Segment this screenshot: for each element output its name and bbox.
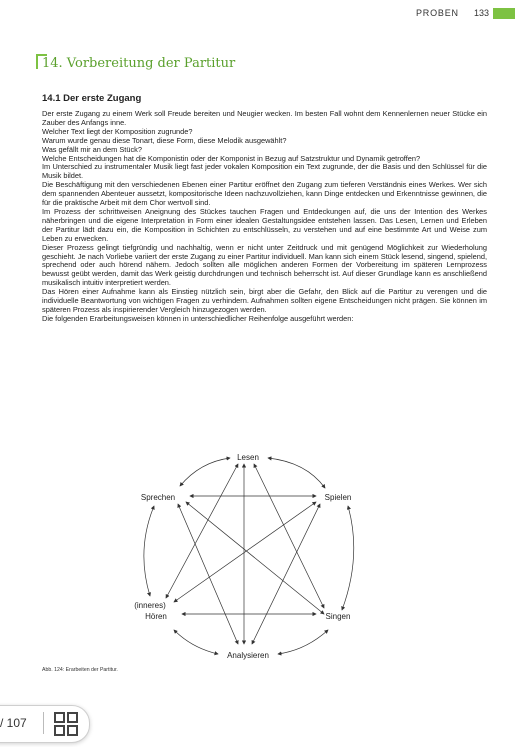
section-title: 14.1 Der erste Zugang: [42, 93, 142, 104]
paragraph: Welcher Text liegt der Komposition zugrunde?: [42, 126, 193, 136]
line-lesen-singen: [254, 464, 324, 608]
paragraph: Warum wurde genau diese Tonart, diese Form, diese Melodik ausgewählt?: [42, 135, 287, 145]
paragraph: Welche Entscheidungen hat die Komponistin oder der Komponist in Bezug auf Satzstruktur und Dynamik getroffen?: [42, 153, 421, 163]
line-spielen-hoeren: [174, 502, 316, 602]
header-section-label: PROBEN: [416, 8, 459, 18]
node-sprechen: Sprechen: [140, 493, 176, 502]
header-accent-bar: [493, 8, 515, 19]
paragraph: Was gefällt mir an dem Stück?: [42, 144, 142, 154]
grid-view-icon[interactable]: [53, 711, 79, 737]
node-singen: Singen: [325, 612, 351, 621]
line-spielen-analysieren: [252, 504, 320, 644]
node-hoeren: Hören: [145, 612, 167, 621]
paragraph: Der erste Zugang zu einem Werk soll Freude bereiten und Neugier wecken. Im besten Fall wohnt dem Kennenlernen neuer Stücke ein Zauber des Anfangs inne.: [42, 109, 487, 127]
page-counter: / 107: [0, 716, 27, 730]
arc-hoeren-sprechen: [144, 506, 154, 596]
node-analysieren: Analysieren: [227, 651, 269, 660]
paragraph: Dieser Prozess gelingt tiefgründig und nachhaltig, wenn er nicht unter Zeitdruck und mit genügend Möglichkeit zur Wiederholung geschieht. Je nach Vorliebe variiert der erste Zugang zu einer Partitur individuell. Man kann sich einem Stück lesend, singend, spielend, sprechend oder auch hörend nähern. Jedoch sollten alle möglichen anderen Formen der Vorbereitung im späteren Lernprozess bewusst geübt werden, damit das Werk geistig durchdrungen und technisch beherrscht ist. Auf dieser Grundlage kann es anschließend musikalisch intuitiv interpretiert werden.: [42, 242, 487, 288]
node-hoeren-prefix: (inneres): [134, 601, 166, 610]
line-sprechen-analysieren: [178, 504, 238, 644]
paragraph: Das Hören einer Aufnahme kann als Einstieg nützlich sein, birgt aber die Gefahr, den Blick auf die Partitur zu verengen und die individuelle Beantwortung von wichtigen Fragen zu verhindern. Aufnahmen sollten eigene Entscheidungen nicht prägen. Sie können im späteren Prozess als inspirierender Vergleich hinzugezogen werden.: [42, 287, 487, 314]
methods-diagram: [120, 448, 380, 674]
paragraph: Im Unterschied zu instrumentaler Musik liegt fast jeder vokalen Komposition ein Text zugrunde, der die Basis und den Schlüssel für die Musik bildet.: [42, 162, 487, 181]
pill-divider: [43, 712, 44, 734]
header-page-number: 133: [474, 8, 490, 18]
arc-spielen-singen: [342, 506, 354, 610]
paragraph: Im Prozess der schrittweisen Aneignung des Stückes tauchen Fragen und Entdeckungen auf, die uns der Intention des Werkes näherbringen und die eigene Interpretation in Form einer idealen Gestaltungsidee entstehen lassen. Das Lesen, Lernen und Erleben der Partitur lädt dazu ein, die Komposition in Schichten zu entschlüsseln, zu verstehen und auf eine bestimmte Art und Weise zum Leben zu erwecken.: [42, 206, 487, 243]
node-spielen: Spielen: [324, 493, 352, 502]
arc-analysieren-hoeren: [174, 630, 218, 654]
node-lesen: Lesen: [237, 453, 259, 462]
paragraph: Die Beschäftigung mit den verschiedenen Ebenen einer Partitur eröffnet den Zugang zum tieferen Verständnis eines Werkes. Wer sich dem spannenden Abenteuer aussetzt, kompositorische Ideen nachzuvollziehen, kann Dinge entdecken und Erkenntnisse gewinnen, die für die praktische Arbeit mit dem Chor wertvoll sind.: [42, 180, 487, 208]
line-sprechen-singen: [186, 502, 324, 614]
arc-lesen-spielen: [268, 458, 325, 488]
figure-caption: Abb. 124: Erarbeiten der Partitur.: [42, 667, 118, 673]
arc-singen-analysieren: [278, 630, 328, 654]
line-lesen-hoeren: [166, 464, 238, 598]
chapter-title: 14. Vorbereitung der Partitur: [42, 56, 236, 71]
paragraph: Die folgenden Erarbeitungsweisen können in unterschiedlicher Reihenfolge ausgeführt werden:: [42, 313, 354, 323]
body-text: [42, 110, 487, 324]
arc-sprechen-lesen: [180, 458, 230, 486]
